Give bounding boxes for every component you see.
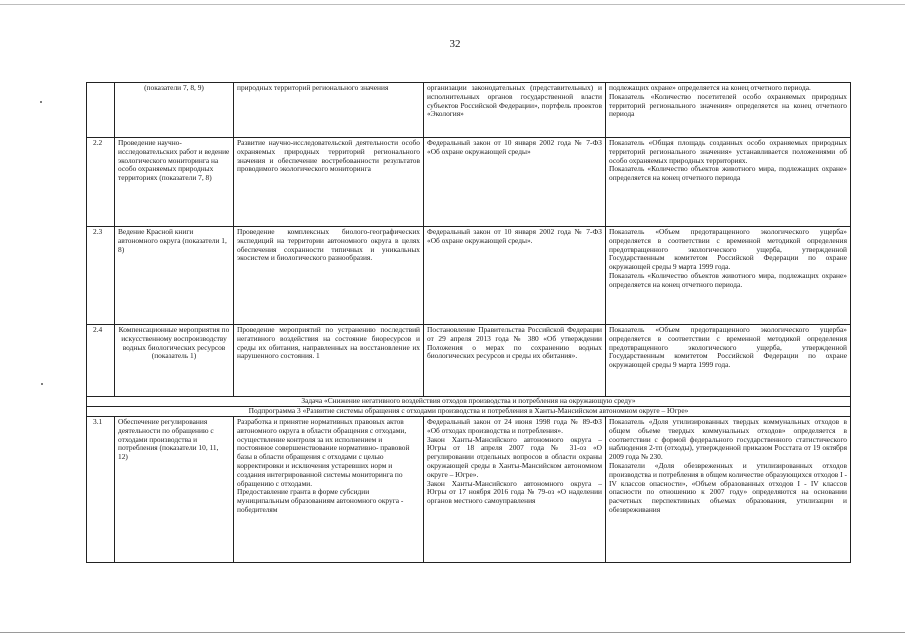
table-row	[87, 227, 851, 325]
paragraph: Закон Ханты-Мансийского автономного округа – Югры от 17 ноября 2016 года № 79-оз «О наделении органов местного самоуправления	[427, 478, 602, 506]
row-number: 2.4	[87, 325, 115, 397]
paragraph: Показатель «Количество объектов животного мира, подлежащих охране» определяется на конец отчетного периода.	[609, 270, 847, 289]
indicator-method	[606, 83, 851, 138]
row-number: 3.1	[87, 417, 115, 563]
paragraph: Федеральный закон от 10 января 2002 года № 7-ФЗ «Об охране окружающей среды».	[427, 227, 602, 245]
paragraph: Показатель «Количество посетителей особо охраняемых природных территорий регионального значения» определяется на конец отчетного периода	[609, 91, 847, 119]
row-number: 2.2	[87, 138, 115, 227]
table-row	[87, 325, 851, 397]
subprogram-banner: Подпрограмма 3 «Развитие системы обращения с отходами производства и потребления в Ханты-Мансийском автономном округе – Югре»	[87, 407, 851, 417]
measure-content	[234, 417, 424, 563]
paragraph: Постановление Правительства Российской Федерации от 29 апреля 2013 года № 380 «Об утверждении Положения о мерах по сохранению водных биологических ресурсов и среды их обитания».	[427, 325, 602, 361]
subprogram-banner-row	[87, 407, 851, 417]
margin-mark	[40, 101, 42, 103]
measure-content	[234, 325, 424, 397]
measure-name: Компенсационные мероприятия по искусственному воспроизводству водных биологических ресурсов (показатель 1)	[115, 325, 234, 397]
measure-content	[234, 227, 424, 325]
paragraph: подлежащих охране» определяется на конец отчетного периода.	[609, 83, 811, 92]
paragraph: Показатель «Общая площадь созданных особо охраняемых природных территорий регионального значения» устанавливается положениями об особо охраняемых природных территориях.	[609, 138, 847, 165]
task-banner-row	[87, 397, 851, 407]
paragraph: Показатели «Доля обезвреженных и утилизированных отходов производства и потребления в общем количестве образующихся отходов I - IV классов опасности», «Объем образованных отходов I - IV классов опасности по отношению к 2007 году» определяются на основании расчетных перспективных объемах образования, утилизации и обезвреживания	[609, 460, 847, 514]
paragraph: Проведение мероприятий по устранению последствий негативного воздействия на состояние биоресурсов и среды их обитания, направленных на восстановление их нарушенного состояния. 1	[237, 325, 420, 361]
indicator-method	[606, 325, 851, 397]
paragraph: Разработка и принятие нормативных правовых актов автономного округа в области обращения с отходами, осуществление контроля за их исполнением и постоянное совершенствование нормативно- правовой базы в области обращения с отходами с целью корректировки и исключения устаревших норм и создания интегрированной системы мониторинга по обращению с отходами.	[237, 417, 410, 488]
legal-basis	[424, 417, 606, 563]
row-number: 2.3	[87, 227, 115, 325]
paragraph: Проведение комплексных биолого-географических экспедиций на территории автономного округа в целях обеспечения сохранности типичных и уникальных экосистем и биологического разнообразия.	[237, 227, 420, 263]
paragraph: Развитие научно-исследовательской деятельности особо охраняемых природных территорий регионального значения и обеспечение востребованности результатов проводимого экологического мониторинга	[237, 138, 420, 174]
program-measures-table	[86, 82, 851, 563]
paragraph: Показатель «Количество объектов животного мира, подлежащих охране» определяется на конец отчетного периода	[609, 164, 847, 183]
paragraph: природных территорий регионального значения	[237, 83, 389, 92]
paragraph: организации законодательных (представительных) и исполнительных органов государственной власти субъектов Российской Федерации», портфель проектов «Экология»	[427, 83, 602, 119]
paragraph: Показатель «Объем предотвращенного экологического ущерба» определяется в соответствии с временной методикой определения предотвращенного экологического ущерба, утвержденной Государственным комитетом Российской Федерации по охране окружающей среды 9 марта 1999 года.	[609, 227, 847, 272]
table-row	[87, 138, 851, 227]
table-row	[87, 83, 851, 138]
legal-basis	[424, 227, 606, 325]
measure-name: Обеспечение регулирования деятельности по обращению с отходами производства и потребления (показатели 10, 11, 12)	[115, 417, 234, 563]
paragraph: Федеральный закон от 10 января 2002 года № 7-ФЗ «Об охране окружающей среды»	[427, 138, 602, 156]
legal-basis	[424, 138, 606, 227]
measure-content	[234, 83, 424, 138]
margin-mark	[41, 383, 43, 385]
page-number: 32	[449, 38, 461, 50]
legal-basis	[424, 83, 606, 138]
measure-name: Проведение научно-исследовательских работ и ведение экологического мониторинга на особо охраняемых природных территориях (показатели 7, 8)	[115, 138, 234, 227]
paragraph: Показатель «Объем предотвращенного экологического ущерба» определяется в соответствии с временной методикой определения предотвращенного экологического ущерба, утвержденной Государственным комитетом Российской Федерации по охране окружающей среды 9 марта 1999 года.	[609, 325, 847, 370]
legal-basis	[424, 325, 606, 397]
scan-edge-top	[0, 4, 905, 5]
indicator-method	[606, 417, 851, 563]
task-banner: Задача «Снижение негативного воздействия отходов производства и потребления на окружающую среду»	[87, 397, 851, 407]
row-number	[87, 83, 115, 138]
measure-name: (показатели 7, 8, 9)	[115, 83, 234, 138]
indicator-method	[606, 227, 851, 325]
scan-edge-bottom	[0, 632, 905, 633]
table-row	[87, 417, 851, 563]
paragraph: Показатель «Доля утилизированных твердых коммунальных отходов в общем объеме твердых коммунальных отходов» определяется в соответствии с формой федерального государственного статистического наблюдения 2-тп (отходы), утвержденной приказом Росстата от 19 октября 2009 года № 230.	[609, 417, 847, 462]
indicator-method	[606, 138, 851, 227]
paragraph: Предоставление гранта в форме субсидии муниципальным образованиям автономного округа - победителям	[237, 487, 404, 514]
measure-content	[234, 138, 424, 227]
paragraph: Закон Ханты-Мансийского автономного округа – Югры от 18 апреля 2007 года № 31-оз «О регулировании отдельных вопросов в области охраны окружающей среды в Ханты-Мансийском автономном округе – Югре».	[427, 434, 602, 479]
paragraph: Федеральный закон от 24 июня 1998 года № 89-ФЗ «Об отходах производства и потребления».	[427, 417, 602, 435]
measure-name: Ведение Красной книги автономного округа (показатели 1, 8)	[115, 227, 234, 325]
